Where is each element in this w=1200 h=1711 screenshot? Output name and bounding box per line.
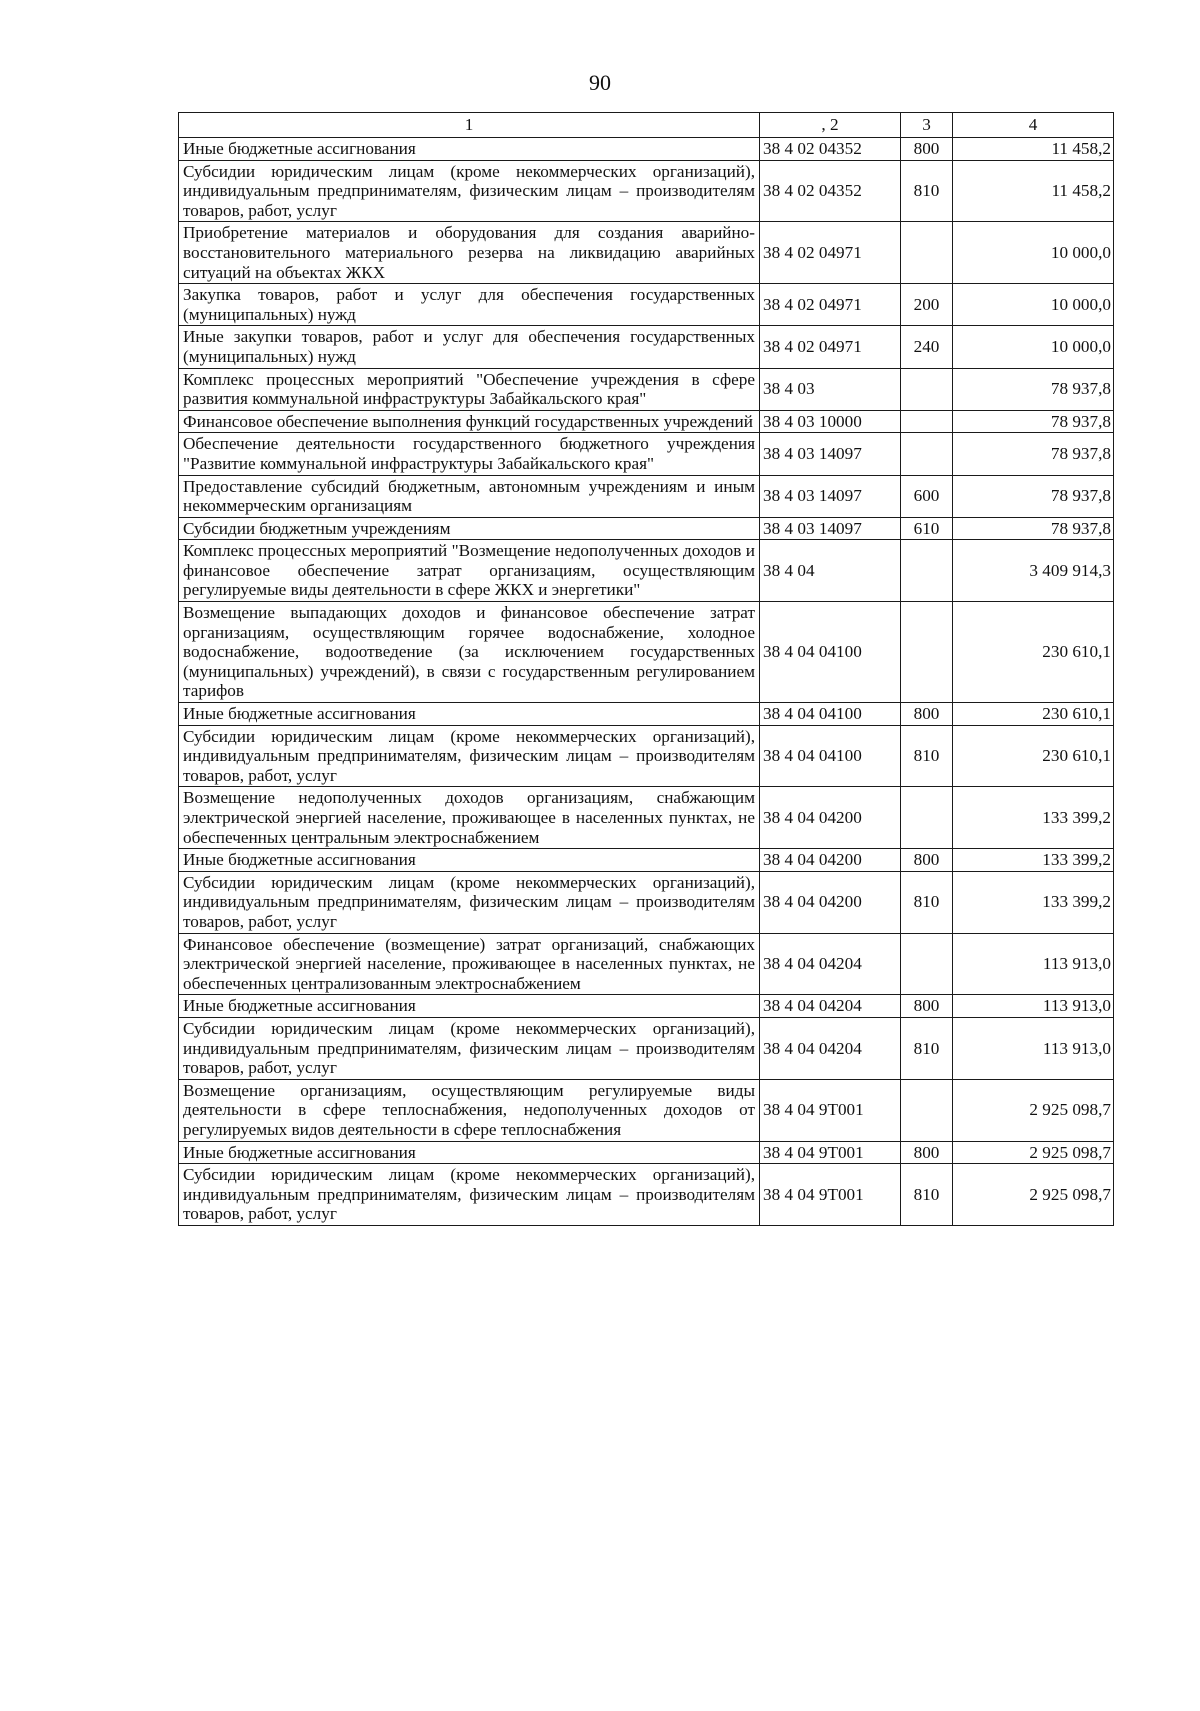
row-name-cell: Субсидии юридическим лицам (кроме некоммерческих организаций), индивидуальным предпринимателям, физическим лицам – производителям товаров, работ, услуг: [179, 160, 760, 222]
row-code-cell: 38 4 04 04100: [760, 725, 901, 787]
row-name-cell: Субсидии юридическим лицам (кроме некоммерческих организаций), индивидуальным предпринимателям, физическим лицам – производителям товаров, работ, услуг: [179, 725, 760, 787]
table-header-row: [179, 113, 1114, 138]
row-code-cell: 38 4 04 04204: [760, 995, 901, 1018]
table-row: [179, 138, 1114, 161]
row-type-cell: 810: [901, 1017, 953, 1079]
row-code-cell: 38 4 02 04971: [760, 222, 901, 284]
row-sum-cell: 133 399,2: [953, 849, 1114, 872]
table-row: [179, 326, 1114, 368]
header-col-1: 1: [179, 113, 760, 138]
row-code-cell: 38 4 04 04200: [760, 849, 901, 872]
budget-table: [178, 112, 1114, 1226]
row-name-cell: Иные бюджетные ассигнования: [179, 995, 760, 1018]
row-sum-cell: 78 937,8: [953, 475, 1114, 517]
row-name-cell: Иные бюджетные ассигнования: [179, 703, 760, 726]
row-sum-cell: 230 610,1: [953, 703, 1114, 726]
row-type-cell: [901, 368, 953, 410]
row-name-cell: Комплекс процессных мероприятий "Обеспечение учреждения в сфере развития коммунальной инфраструктуры Забайкальского края": [179, 368, 760, 410]
table-row: [179, 517, 1114, 540]
table-row: [179, 410, 1114, 433]
row-type-cell: 800: [901, 138, 953, 161]
row-type-cell: 800: [901, 995, 953, 1018]
table-row: [179, 1164, 1114, 1226]
table-row: [179, 933, 1114, 995]
row-code-cell: 38 4 04 9Т001: [760, 1164, 901, 1226]
row-type-cell: [901, 1079, 953, 1141]
row-code-cell: 38 4 04 04200: [760, 787, 901, 849]
row-type-cell: 240: [901, 326, 953, 368]
row-code-cell: 38 4 03 14097: [760, 517, 901, 540]
row-type-cell: [901, 787, 953, 849]
table-row: [179, 540, 1114, 602]
row-sum-cell: 11 458,2: [953, 138, 1114, 161]
table-row: [179, 725, 1114, 787]
table-row: [179, 849, 1114, 872]
table-row: [179, 871, 1114, 933]
row-code-cell: 38 4 02 04971: [760, 326, 901, 368]
row-code-cell: 38 4 03: [760, 368, 901, 410]
row-sum-cell: 10 000,0: [953, 222, 1114, 284]
row-type-cell: [901, 410, 953, 433]
table-row: [179, 222, 1114, 284]
row-sum-cell: 10 000,0: [953, 326, 1114, 368]
row-sum-cell: 78 937,8: [953, 368, 1114, 410]
row-type-cell: 200: [901, 284, 953, 326]
row-name-cell: Субсидии юридическим лицам (кроме некоммерческих организаций), индивидуальным предпринимателям, физическим лицам – производителям товаров, работ, услуг: [179, 1164, 760, 1226]
row-sum-cell: 230 610,1: [953, 602, 1114, 703]
row-type-cell: [901, 222, 953, 284]
row-name-cell: Иные бюджетные ассигнования: [179, 1141, 760, 1164]
row-code-cell: 38 4 04 04204: [760, 933, 901, 995]
row-code-cell: 38 4 03 14097: [760, 475, 901, 517]
row-type-cell: 810: [901, 871, 953, 933]
row-sum-cell: 230 610,1: [953, 725, 1114, 787]
row-type-cell: 810: [901, 1164, 953, 1226]
row-name-cell: Субсидии бюджетным учреждениям: [179, 517, 760, 540]
table-row: [179, 1017, 1114, 1079]
row-name-cell: Возмещение выпадающих доходов и финансовое обеспечение затрат организациям, осуществляющим горячее водоснабжение, холодное водоснабжение, водоотведение (за исключением государственных (муниципальных) учреждений), в связи с государственным регулированием тарифов: [179, 602, 760, 703]
header-col-3: 3: [901, 113, 953, 138]
row-sum-cell: 113 913,0: [953, 1017, 1114, 1079]
row-type-cell: [901, 602, 953, 703]
row-sum-cell: 10 000,0: [953, 284, 1114, 326]
table-row: [179, 602, 1114, 703]
row-code-cell: 38 4 02 04352: [760, 160, 901, 222]
row-sum-cell: 2 925 098,7: [953, 1164, 1114, 1226]
row-sum-cell: 2 925 098,7: [953, 1079, 1114, 1141]
row-name-cell: Субсидии юридическим лицам (кроме некоммерческих организаций), индивидуальным предпринимателям, физическим лицам – производителям товаров, работ, услуг: [179, 871, 760, 933]
row-name-cell: Обеспечение деятельности государственного бюджетного учреждения "Развитие коммунальной инфраструктуры Забайкальского края": [179, 433, 760, 475]
table-row: [179, 368, 1114, 410]
row-code-cell: 38 4 04 04100: [760, 703, 901, 726]
row-code-cell: 38 4 02 04971: [760, 284, 901, 326]
table-row: [179, 433, 1114, 475]
table-row: [179, 1141, 1114, 1164]
row-sum-cell: 3 409 914,3: [953, 540, 1114, 602]
row-type-cell: 800: [901, 703, 953, 726]
row-sum-cell: 78 937,8: [953, 433, 1114, 475]
table-row: [179, 995, 1114, 1018]
header-col-4: 4: [953, 113, 1114, 138]
table-row: [179, 1079, 1114, 1141]
row-code-cell: 38 4 04 04100: [760, 602, 901, 703]
row-name-cell: Иные закупки товаров, работ и услуг для обеспечения государственных (муниципальных) нужд: [179, 326, 760, 368]
row-sum-cell: 133 399,2: [953, 871, 1114, 933]
row-type-cell: [901, 933, 953, 995]
header-col-2: , 2: [760, 113, 901, 138]
row-name-cell: Предоставление субсидий бюджетным, автономным учреждениям и иным некоммерческим организациям: [179, 475, 760, 517]
row-code-cell: 38 4 04 9Т001: [760, 1141, 901, 1164]
row-sum-cell: 2 925 098,7: [953, 1141, 1114, 1164]
row-type-cell: 810: [901, 160, 953, 222]
row-name-cell: Иные бюджетные ассигнования: [179, 849, 760, 872]
table-row: [179, 284, 1114, 326]
row-type-cell: 610: [901, 517, 953, 540]
row-type-cell: [901, 540, 953, 602]
row-sum-cell: 78 937,8: [953, 410, 1114, 433]
page-number: 90: [589, 70, 611, 95]
table-row: [179, 787, 1114, 849]
row-type-cell: [901, 433, 953, 475]
row-type-cell: 800: [901, 849, 953, 872]
row-name-cell: Иные бюджетные ассигнования: [179, 138, 760, 161]
row-sum-cell: 78 937,8: [953, 517, 1114, 540]
row-code-cell: 38 4 04 9Т001: [760, 1079, 901, 1141]
row-code-cell: 38 4 03 10000: [760, 410, 901, 433]
row-code-cell: 38 4 04 04204: [760, 1017, 901, 1079]
row-sum-cell: 133 399,2: [953, 787, 1114, 849]
row-name-cell: Финансовое обеспечение (возмещение) затрат организаций, снабжающих электрической энергией население, проживающее в населенных пунктах, не обеспеченных централизованным электроснабжением: [179, 933, 760, 995]
row-name-cell: Возмещение организациям, осуществляющим регулируемые виды деятельности в сфере теплоснабжения, недополученных доходов от регулируемых видов деятельности в сфере теплоснабжения: [179, 1079, 760, 1141]
row-name-cell: Финансовое обеспечение выполнения функций государственных учреждений: [179, 410, 760, 433]
row-code-cell: 38 4 04: [760, 540, 901, 602]
row-name-cell: Приобретение материалов и оборудования для создания аварийно-восстановительного материального резерва на ликвидацию аварийных ситуаций на объектах ЖКХ: [179, 222, 760, 284]
row-sum-cell: 113 913,0: [953, 933, 1114, 995]
row-name-cell: Закупка товаров, работ и услуг для обеспечения государственных (муниципальных) нужд: [179, 284, 760, 326]
row-code-cell: 38 4 02 04352: [760, 138, 901, 161]
row-code-cell: 38 4 03 14097: [760, 433, 901, 475]
table-row: [179, 475, 1114, 517]
row-name-cell: Возмещение недополученных доходов организациям, снабжающим электрической энергией население, проживающее в населенных пунктах, не обеспеченных центральным электроснабжением: [179, 787, 760, 849]
row-type-cell: 800: [901, 1141, 953, 1164]
table-row: [179, 160, 1114, 222]
row-name-cell: Комплекс процессных мероприятий "Возмещение недополученных доходов и финансовое обеспечение затрат организациям, осуществляющим регулируемые виды деятельности в сфере ЖКХ и энергетики": [179, 540, 760, 602]
table-body: [179, 138, 1114, 1226]
row-type-cell: 600: [901, 475, 953, 517]
table-row: [179, 703, 1114, 726]
row-sum-cell: 11 458,2: [953, 160, 1114, 222]
row-code-cell: 38 4 04 04200: [760, 871, 901, 933]
row-name-cell: Субсидии юридическим лицам (кроме некоммерческих организаций), индивидуальным предпринимателям, физическим лицам – производителям товаров, работ, услуг: [179, 1017, 760, 1079]
row-type-cell: 810: [901, 725, 953, 787]
row-sum-cell: 113 913,0: [953, 995, 1114, 1018]
